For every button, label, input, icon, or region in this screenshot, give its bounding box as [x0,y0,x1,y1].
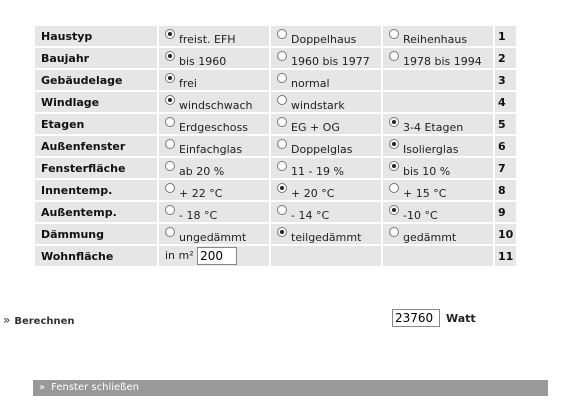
row-number: 10 [495,224,516,244]
radio-label: 1960 bis 1977 [291,54,370,68]
radio-label: frei [179,76,197,90]
radio-option-cell [159,70,269,90]
radio-unchecked-icon[interactable] [277,73,287,83]
radio-unchecked-icon[interactable] [277,139,287,149]
chevron-right-icon: » [3,313,11,327]
radio-option-cell [159,224,269,244]
radio-option-cell [271,202,381,222]
radio-option[interactable] [277,30,357,46]
radio-unchecked-icon[interactable] [165,139,175,149]
radio-unchecked-icon[interactable] [165,183,175,193]
form-row [35,180,516,200]
result-box [392,309,476,327]
radio-unchecked-icon[interactable] [389,29,399,39]
row-label: Außentemp. [35,202,157,222]
radio-option[interactable] [277,162,344,178]
form-row [35,92,516,112]
form-row [35,70,516,90]
radio-unchecked-icon[interactable] [165,161,175,171]
radio-unchecked-icon[interactable] [389,227,399,237]
row-number: 5 [495,114,516,134]
radio-label: windschwach [179,98,253,112]
radio-option[interactable] [277,184,335,200]
radio-option-cell [271,70,381,90]
radio-option-cell [383,48,493,68]
radio-option-cell [271,92,381,112]
radio-option-cell [159,48,269,68]
radio-checked-icon[interactable] [165,73,175,83]
radio-label: Einfachglas [179,142,243,156]
form-row [35,158,516,178]
radio-label: freist. EFH [179,32,236,46]
result-unit: Watt [446,311,476,325]
radio-option[interactable] [277,206,330,222]
radio-unchecked-icon[interactable] [389,51,399,61]
close-window-button[interactable] [33,380,548,396]
radio-unchecked-icon[interactable] [277,51,287,61]
radio-option[interactable] [165,96,253,112]
heating-calculator-table [33,24,518,268]
radio-option-cell [383,158,493,178]
radio-unchecked-icon[interactable] [165,227,175,237]
radio-option[interactable] [165,30,236,46]
radio-option[interactable] [165,184,223,200]
radio-unchecked-icon[interactable] [277,29,287,39]
empty-cell [271,246,381,266]
row-wohnflaeche [35,246,516,266]
radio-option-cell [383,224,493,244]
radio-label: - 14 °C [291,208,330,222]
radio-option[interactable] [165,228,247,244]
radio-option-cell [159,202,269,222]
radio-option[interactable] [277,118,340,134]
empty-cell [383,246,493,266]
radio-option[interactable] [389,30,468,46]
radio-option[interactable] [277,74,330,90]
radio-option[interactable] [165,206,218,222]
radio-unchecked-icon[interactable] [277,205,287,215]
radio-label: normal [291,76,330,90]
row-number: 2 [495,48,516,68]
row-label: Außenfenster [35,136,157,156]
radio-unchecked-icon[interactable] [277,117,287,127]
row-label: Dämmung [35,224,157,244]
empty-cell [383,92,493,112]
calculate-label: Berechnen [14,316,75,327]
radio-label: -10 °C [403,208,438,222]
row-number: 9 [495,202,516,222]
row-number: 4 [495,92,516,112]
row-number: 7 [495,158,516,178]
radio-label: + 20 °C [291,186,335,200]
radio-option-cell [159,114,269,134]
radio-option-cell [383,114,493,134]
row-label: Fensterfläche [35,158,157,178]
radio-label: bis 1960 [179,54,227,68]
row-label: Baujahr [35,48,157,68]
radio-label: 1978 bis 1994 [403,54,482,68]
radio-option[interactable] [277,228,362,244]
radio-label: Erdgeschoss [179,120,248,134]
radio-label: teilgedämmt [291,230,362,244]
radio-option[interactable] [165,118,248,134]
radio-option-cell [271,224,381,244]
radio-option[interactable] [389,228,457,244]
radio-option-cell [271,158,381,178]
radio-label: 11 - 19 % [291,164,344,178]
row-label: Haustyp [35,26,157,46]
radio-unchecked-icon[interactable] [389,183,399,193]
calculator-body [35,26,516,244]
close-window-label: Fenster schließen [51,382,139,393]
radio-label: windstark [291,98,345,112]
result-field[interactable] [392,309,440,327]
area-input[interactable] [197,247,237,265]
radio-checked-icon[interactable] [277,183,287,193]
calculate-button[interactable] [3,313,75,327]
radio-checked-icon[interactable] [277,227,287,237]
radio-label: EG + OG [291,120,340,134]
radio-checked-icon[interactable] [165,95,175,105]
radio-option-cell [271,48,381,68]
radio-option-cell [271,180,381,200]
radio-checked-icon[interactable] [389,117,399,127]
row-number: 11 [495,246,516,266]
row-number: 3 [495,70,516,90]
form-row [35,224,516,244]
radio-checked-icon[interactable] [389,139,399,149]
radio-label: ungedämmt [179,230,247,244]
radio-option[interactable] [277,52,370,68]
row-label: Gebäudelage [35,70,157,90]
radio-label: bis 10 % [403,164,451,178]
row-label: Innentemp. [35,180,157,200]
radio-checked-icon[interactable] [165,51,175,61]
radio-label: Reihenhaus [403,32,468,46]
row-label: Etagen [35,114,157,134]
form-row [35,136,516,156]
radio-label: + 15 °C [403,186,447,200]
radio-checked-icon[interactable] [165,29,175,39]
form-row [35,114,516,134]
radio-option[interactable] [277,96,345,112]
form-row [35,26,516,46]
radio-unchecked-icon[interactable] [277,95,287,105]
radio-unchecked-icon[interactable] [165,117,175,127]
radio-option-cell [271,114,381,134]
radio-option[interactable] [165,52,227,68]
radio-checked-icon[interactable] [389,161,399,171]
radio-option-cell [159,92,269,112]
radio-option[interactable] [165,140,243,156]
area-cell [159,246,269,266]
row-number: 6 [495,136,516,156]
radio-option[interactable] [389,140,459,156]
radio-label: ab 20 % [179,164,225,178]
radio-option-cell [159,136,269,156]
row-label: Windlage [35,92,157,112]
radio-option-cell [383,26,493,46]
radio-option-cell [383,136,493,156]
radio-option-cell [383,180,493,200]
form-row [35,202,516,222]
form-row [35,48,516,68]
radio-option[interactable] [389,52,482,68]
radio-unchecked-icon[interactable] [277,161,287,171]
row-label: Wohnfläche [35,246,157,266]
empty-cell [383,70,493,90]
radio-label: gedämmt [403,230,457,244]
radio-label: Doppelhaus [291,32,357,46]
radio-option[interactable] [389,118,464,134]
radio-option-cell [271,26,381,46]
radio-option[interactable] [389,184,447,200]
radio-option-cell [159,158,269,178]
radio-label: Isolierglas [403,142,459,156]
radio-option-cell [271,136,381,156]
radio-option[interactable] [277,140,353,156]
radio-option-cell [159,180,269,200]
chevron-right-icon: » [39,382,46,393]
radio-option-cell [159,26,269,46]
area-prefix: in m² [165,249,194,262]
radio-option[interactable] [165,74,197,90]
radio-option[interactable] [389,162,451,178]
radio-label: + 22 °C [179,186,223,200]
row-number: 8 [495,180,516,200]
radio-label: 3-4 Etagen [403,120,464,134]
radio-label: Doppelglas [291,142,353,156]
radio-unchecked-icon[interactable] [165,205,175,215]
radio-option-cell [383,202,493,222]
radio-checked-icon[interactable] [389,205,399,215]
radio-option[interactable] [389,206,438,222]
radio-option[interactable] [165,162,225,178]
row-number: 1 [495,26,516,46]
radio-label: - 18 °C [179,208,218,222]
